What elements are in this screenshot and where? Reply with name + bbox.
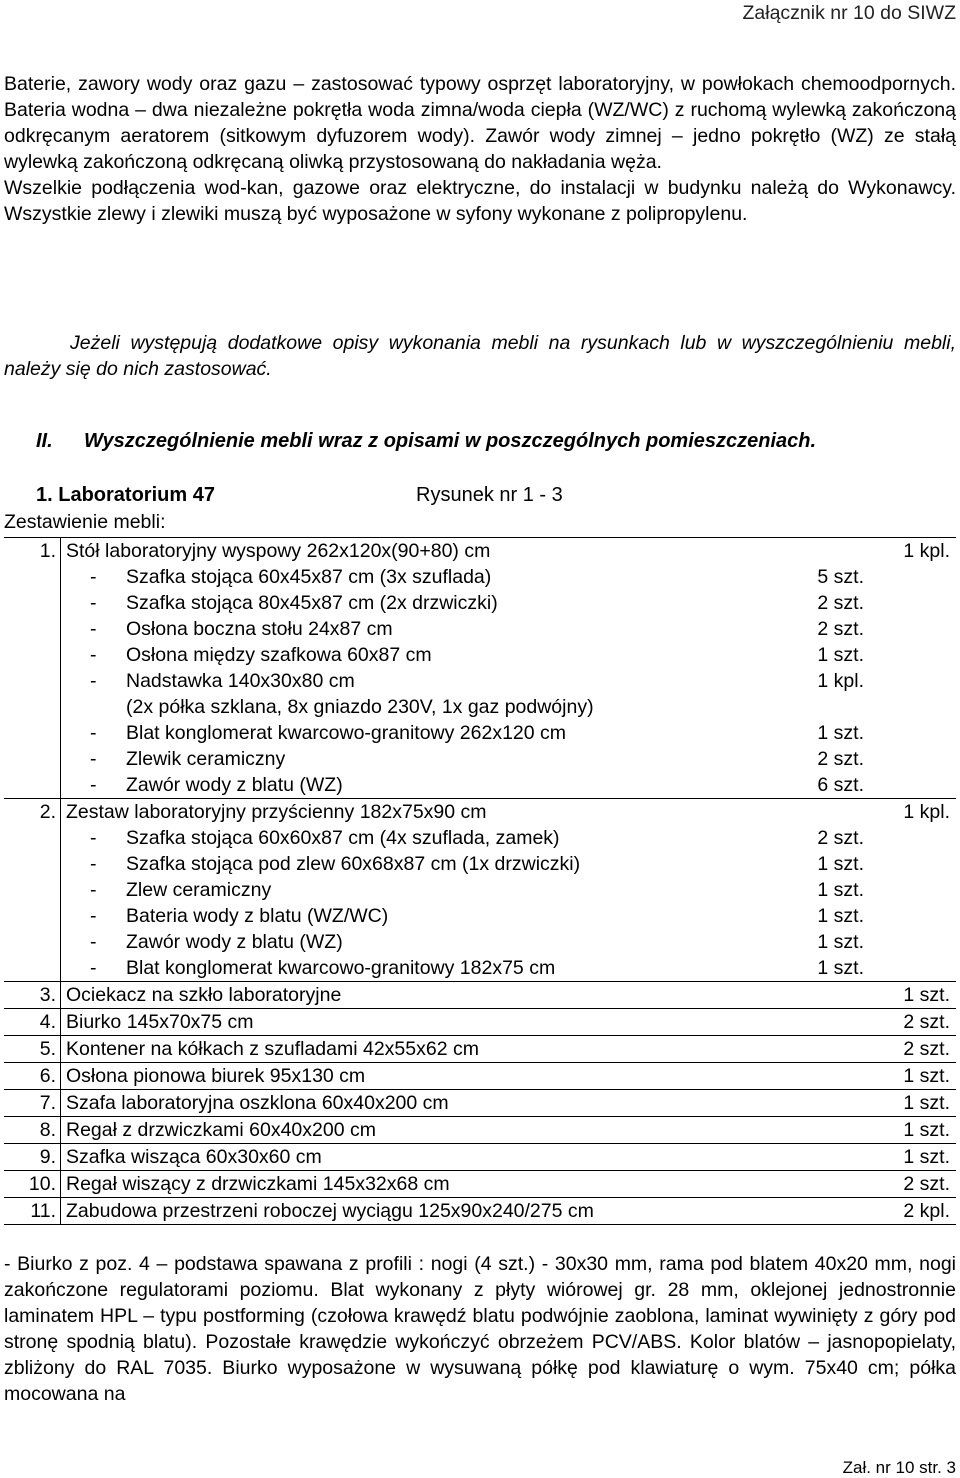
item-quantity: 1 szt. [840,1090,956,1117]
sub-item-quantity: 6 szt. [817,774,864,796]
section-heading [36,430,816,453]
intro-note-paragraph: Jeżeli występują dodatkowe opisy wykonania mebli na rysunkach lub w wyszczególnieniu mebli, należy się do nich zastosować. [4,332,956,380]
sub-item [66,877,864,903]
sub-item-dash: - [90,722,97,744]
sub-quantity-column [778,1144,840,1171]
sub-item-dash: - [90,644,97,666]
sub-item-dash: - [90,827,97,849]
sub-item-quantity: 1 szt. [817,644,864,666]
sub-item-quantity: 2 szt. [817,748,864,770]
sub-item-list [66,825,864,981]
sub-item-description: Szafka stojąca pod zlew 60x68x87 cm (1x drzwiczki) [126,853,581,875]
item-description-cell [61,538,864,799]
sub-item [66,772,864,798]
intro-connections-paragraph: Wszelkie podłączenia wod-kan, gazowe oraz elektryczne, do instalacji w budynku należą do Wykonawcy. Wszystkie zlewy i zlewiki muszą być wyposażone w syfony wykonane z polipropylenu. [4,177,956,225]
sub-quantity-column [778,1063,840,1090]
sub-item-dash: - [90,774,97,796]
item-description-cell [61,799,864,982]
item-description: Regał wiszący z drzwiczkami 145x32x68 cm [66,1173,450,1195]
sub-item-description: Zlewik ceramiczny [126,748,286,770]
item-description-cell [61,1090,779,1117]
sub-item [66,929,864,955]
sub-item [66,746,864,772]
furniture-list-heading: Zestawienie mebli: [4,511,166,533]
drawing-reference: Rysunek nr 1 - 3 [416,484,563,506]
item-number: 4. [4,1009,61,1036]
sub-item-dash: - [90,905,97,927]
sub-item [66,851,864,877]
item-number: 8. [4,1117,61,1144]
furniture-row [4,1009,956,1036]
sub-item-description: Zlew ceramiczny [126,879,272,901]
item-description-cell [61,1009,779,1036]
sub-item-description: Bateria wody z blatu (WZ/WC) [126,905,389,927]
furniture-row [4,982,956,1009]
furniture-row [4,1063,956,1090]
sub-item-description: Osłona między szafkowa 60x87 cm [126,644,432,666]
furniture-row [4,538,956,799]
sub-item-dash: - [90,670,97,692]
sub-item-quantity: 1 szt. [817,957,864,979]
item-description-cell [61,1171,779,1198]
item-quantity: 1 kpl. [840,799,956,982]
sub-item-quantity: 2 szt. [817,592,864,614]
furniture-row [4,1036,956,1063]
sub-item-description: Zawór wody z blatu (WZ) [126,774,343,796]
sub-item-description: Blat konglomerat kwarcowo-granitowy 182x75 cm [126,957,556,979]
item-quantity: 1 kpl. [840,538,956,799]
item-quantity: 1 szt. [840,982,956,1009]
sub-item-quantity: 1 szt. [817,722,864,744]
item-quantity: 1 szt. [840,1144,956,1171]
furniture-row [4,1090,956,1117]
room-heading [36,484,563,507]
sub-item [66,955,864,981]
sub-item-dash: - [90,748,97,770]
sub-item-quantity: 1 kpl. [817,670,864,692]
furniture-row [4,1171,956,1198]
sub-item-quantity: 2 szt. [817,827,864,849]
item-description-cell [61,1117,779,1144]
sub-quantity-column [778,1198,840,1225]
sub-item-dash: - [90,566,97,588]
item-description: Szafa laboratoryjna oszklona 60x40x200 cm [66,1092,449,1114]
item-number: 11. [4,1198,61,1225]
item-description-cell [61,1198,779,1225]
sub-item-description: Zawór wody z blatu (WZ) [126,931,343,953]
sub-item [66,616,864,642]
item-quantity: 2 szt. [840,1171,956,1198]
sub-item-quantity: 2 szt. [817,618,864,640]
item-description: Osłona pionowa biurek 95x130 cm [66,1065,366,1087]
sub-item-description: Blat konglomerat kwarcowo-granitowy 262x120 cm [126,722,567,744]
sub-item-dash: - [90,931,97,953]
sub-item-quantity: 1 szt. [817,879,864,901]
sub-quantity-column [778,1171,840,1198]
section-number: II. [36,430,53,452]
item-number: 9. [4,1144,61,1171]
desk-description-paragraph: - Biurko z poz. 4 – podstawa spawana z profili : nogi (4 szt.) - 30x30 mm, rama pod blatem 40x20 mm, nogi zakończone regulatorami poziomu. Blat wykonany z płyty wiórowej gr. 28 mm, oklejonej jednostronnie laminatem HPL – typu postforming (czołowa krawędź blatu podwójnie zaoblona, laminat wywinięty z góry pod stronę spodnią blatu). Pozostałe krawędzie wykończyć obrzeżem PCV/ABS. Kolor blatów – jasnopopielaty, zbliżony do RAL 7035. Biurko wyposażone w wysuwaną półkę pod klawiaturę o wym. 75x40 cm; półka mocowana na [4,1253,956,1405]
furniture-table [4,537,956,1225]
sub-item-description: Szafka stojąca 60x45x87 cm (3x szuflada) [126,566,492,588]
sub-item-dash: - [90,879,97,901]
item-description: Szafka wisząca 60x30x60 cm [66,1146,322,1168]
item-description: Kontener na kółkach z szufladami 42x55x62 cm [66,1038,479,1060]
item-number: 1. [4,538,61,799]
intro-paragraphs [4,71,956,227]
item-description: Regał z drzwiczkami 60x40x200 cm [66,1119,376,1141]
item-quantity: 2 kpl. [840,1198,956,1225]
item-number: 5. [4,1036,61,1063]
sub-item [66,564,864,590]
item-quantity: 1 szt. [840,1063,956,1090]
sub-item-description: Nadstawka 140x30x80 cm [126,670,355,692]
item-number: 10. [4,1171,61,1198]
sub-quantity-column [778,982,840,1009]
item-number: 6. [4,1063,61,1090]
sub-item-quantity: 5 szt. [817,566,864,588]
item-description-cell [61,1036,779,1063]
item-description-cell [61,1063,779,1090]
item-quantity: 2 szt. [840,1036,956,1063]
sub-item-dash: - [90,957,97,979]
item-description: Zestaw laboratoryjny przyścienny 182x75x90 cm [66,801,487,823]
sub-item [66,825,864,851]
item-quantity: 2 szt. [840,1009,956,1036]
sub-item [66,642,864,668]
sub-quantity-column [778,1036,840,1063]
item-description: Ociekacz na szkło laboratoryjne [66,984,342,1006]
sub-item-description: Osłona boczna stołu 24x87 cm [126,618,393,640]
item-description-cell [61,1144,779,1171]
section-title: Wyszczególnienie mebli wraz z opisami w poszczególnych pomieszczeniach. [84,430,817,452]
item-number: 7. [4,1090,61,1117]
item-number: 2. [4,799,61,982]
sub-item [66,694,778,720]
item-number: 3. [4,982,61,1009]
sub-item [66,903,864,929]
sub-item-quantity: 1 szt. [817,931,864,953]
sub-item-description: (2x półka szklana, 8x gniazdo 230V, 1x gaz podwójny) [126,696,594,718]
item-quantity: 1 szt. [840,1117,956,1144]
sub-item-dash: - [90,592,97,614]
furniture-row [4,1117,956,1144]
sub-item-description: Szafka stojąca 80x45x87 cm (2x drzwiczki) [126,592,498,614]
sub-item [66,668,864,694]
sub-item-dash: - [90,618,97,640]
sub-item [66,590,864,616]
item-description: Stół laboratoryjny wyspowy 262x120x(90+80) cm [66,540,491,562]
item-description: Zabudowa przestrzeni roboczej wyciągu 125x90x240/275 cm [66,1200,594,1222]
furniture-row [4,799,956,982]
item-description-cell [61,982,779,1009]
sub-item [66,720,864,746]
page-header: Załącznik nr 10 do SIWZ [742,2,956,24]
sub-quantity-column [778,1117,840,1144]
sub-item-list [66,564,864,798]
furniture-row [4,1198,956,1225]
sub-item-quantity: 1 szt. [817,853,864,875]
item-description: Biurko 145x70x75 cm [66,1011,254,1033]
room-title: 1. Laboratorium 47 [36,484,215,506]
sub-quantity-column [778,1009,840,1036]
furniture-row [4,1144,956,1171]
sub-item-description: Szafka stojąca 60x60x87 cm (4x szuflada, zamek) [126,827,560,849]
sub-item-quantity: 1 szt. [817,905,864,927]
sub-item-dash: - [90,853,97,875]
intro-fittings-paragraph: Baterie, zawory wody oraz gazu – zastosować typowy osprzęt laboratoryjny, w powłokach chemoodpornych. Bateria wodna – dwa niezależne pokrętła woda zimna/woda ciepła (WZ/WC) z ruchomą wylewką zakończoną odkręcanym aeratorem (sitkowym dyfuzorem wody). Zawór wody zimnej – jedno pokrętło (WZ) ze stałą wylewką zakończoną odkręcaną oliwką przystosowaną do nakładania węża. [4,73,956,173]
sub-quantity-column [778,1090,840,1117]
page-footer: Zał. nr 10 str. 3 [842,1458,956,1477]
